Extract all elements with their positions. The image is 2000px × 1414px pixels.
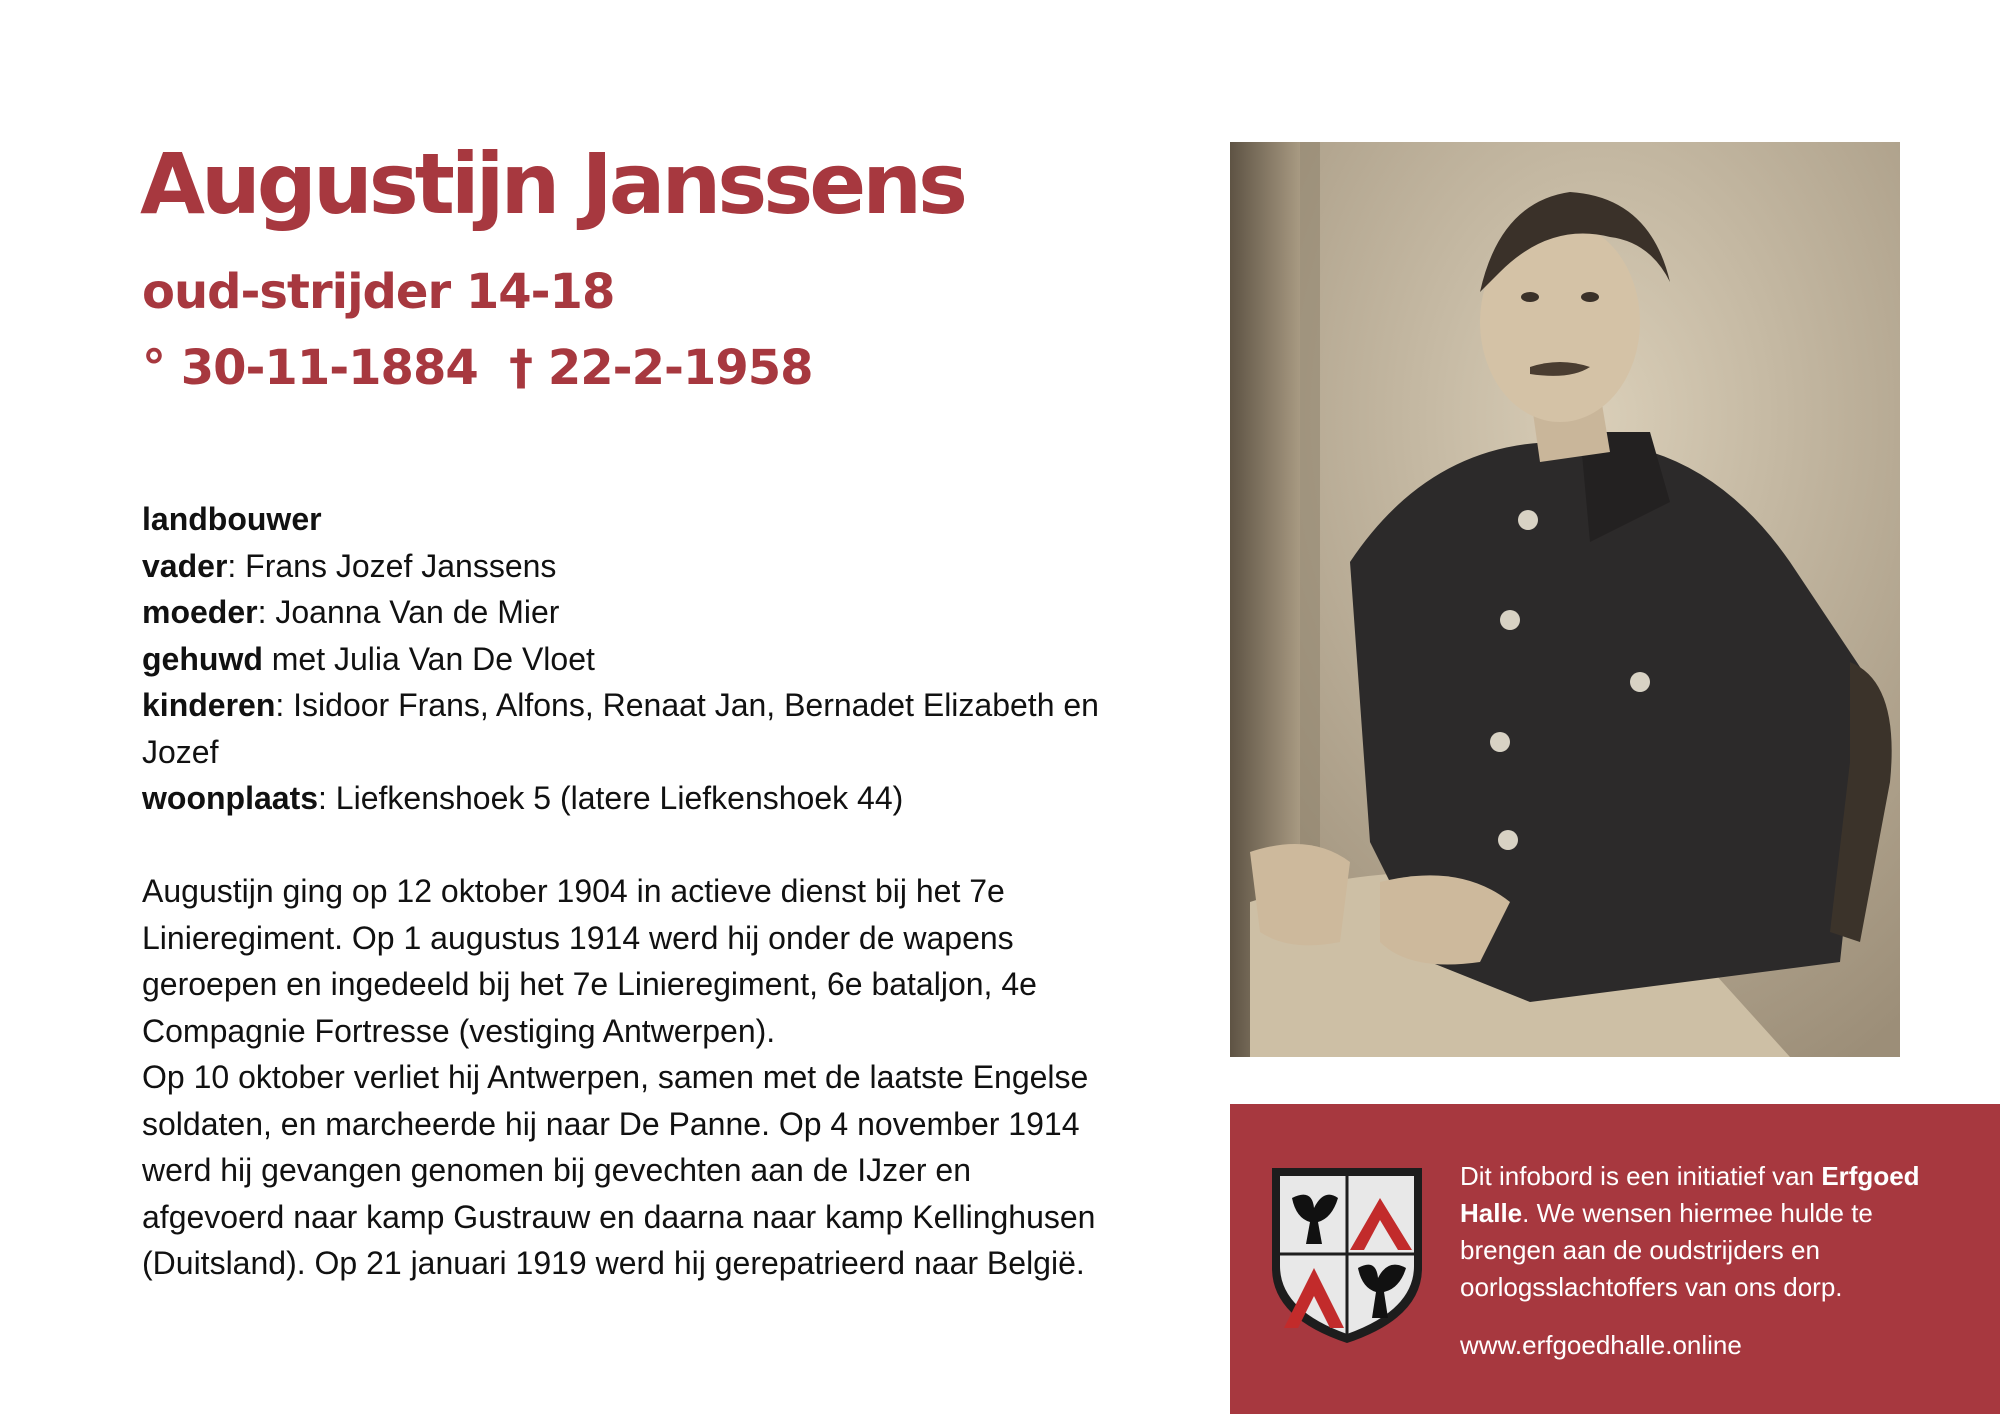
married-value: met Julia Van De Vloet	[262, 640, 595, 677]
fact-father	[142, 543, 1112, 590]
biography	[142, 868, 1112, 1287]
person-subtitle: oud-strijder 14-18	[142, 264, 615, 320]
coat-of-arms-icon	[1262, 1158, 1432, 1348]
residence-value: : Liefkenshoek 5 (latere Liefkenshoek 44)	[318, 780, 904, 816]
info-text-intro: Dit infobord is een initiatief van	[1460, 1161, 1822, 1191]
occupation-value: landbouwer	[142, 501, 322, 537]
fact-mother	[142, 589, 1112, 636]
biography-paragraph-2: Op 10 oktober verliet hij Antwerpen, samen met de laatste Engelse soldaten, en marcheerde hij naar De Panne. Op 4 november 1914 werd hij gevangen genomen bij gevechten aan de IJzer en afgevoerd naar kamp Gustrauw en daarna naar kamp Kellinghusen (Duitsland). Op 21 januari 1919 werd hij gerepatrieerd naar België.	[142, 1059, 1096, 1281]
married-label: gehuwd	[142, 640, 263, 677]
facts-list	[142, 496, 1112, 822]
info-text-rest: . We wensen hiermee hulde te brengen aan de oudstrijders en oorlogsslachtoffers van ons dorp.	[1460, 1198, 1873, 1302]
mother-value: : Joanna Van de Mier	[257, 594, 560, 630]
person-dates: ° 30-11-1884 † 22-2-1958	[142, 340, 813, 396]
mother-label: moeder	[142, 594, 258, 630]
children-value: : Isidoor Frans, Alfons, Renaat Jan, Bernadet Elizabeth en Jozef	[142, 687, 1099, 770]
residence-label: woonplaats	[142, 780, 319, 816]
biography-paragraph-1: Augustijn ging op 12 oktober 1904 in actieve dienst bij het 7e Linieregiment. Op 1 augustus 1914 werd hij onder de wapens geroepen en ingedeeld bij het 7e Linieregiment, 6e bataljon, 4e Compagnie Fortresse (vestiging Antwerpen).	[142, 873, 1037, 1049]
portrait-illustration	[1230, 142, 1900, 1057]
father-value: : Frans Jozef Janssens	[227, 547, 557, 584]
website-link[interactable]: www.erfgoedhalle.online	[1460, 1330, 1742, 1360]
page-title: Augustijn Janssens	[140, 135, 965, 233]
portrait-photo	[1230, 142, 1900, 1057]
fact-occupation	[142, 496, 1112, 543]
fact-children	[142, 682, 1112, 775]
father-label: vader	[142, 547, 228, 584]
info-text	[1460, 1158, 1960, 1306]
org-name: Erfgoed Halle	[1460, 1161, 1920, 1228]
children-label: kinderen	[142, 687, 276, 723]
fact-married	[142, 636, 1112, 683]
fact-residence	[142, 775, 1112, 822]
